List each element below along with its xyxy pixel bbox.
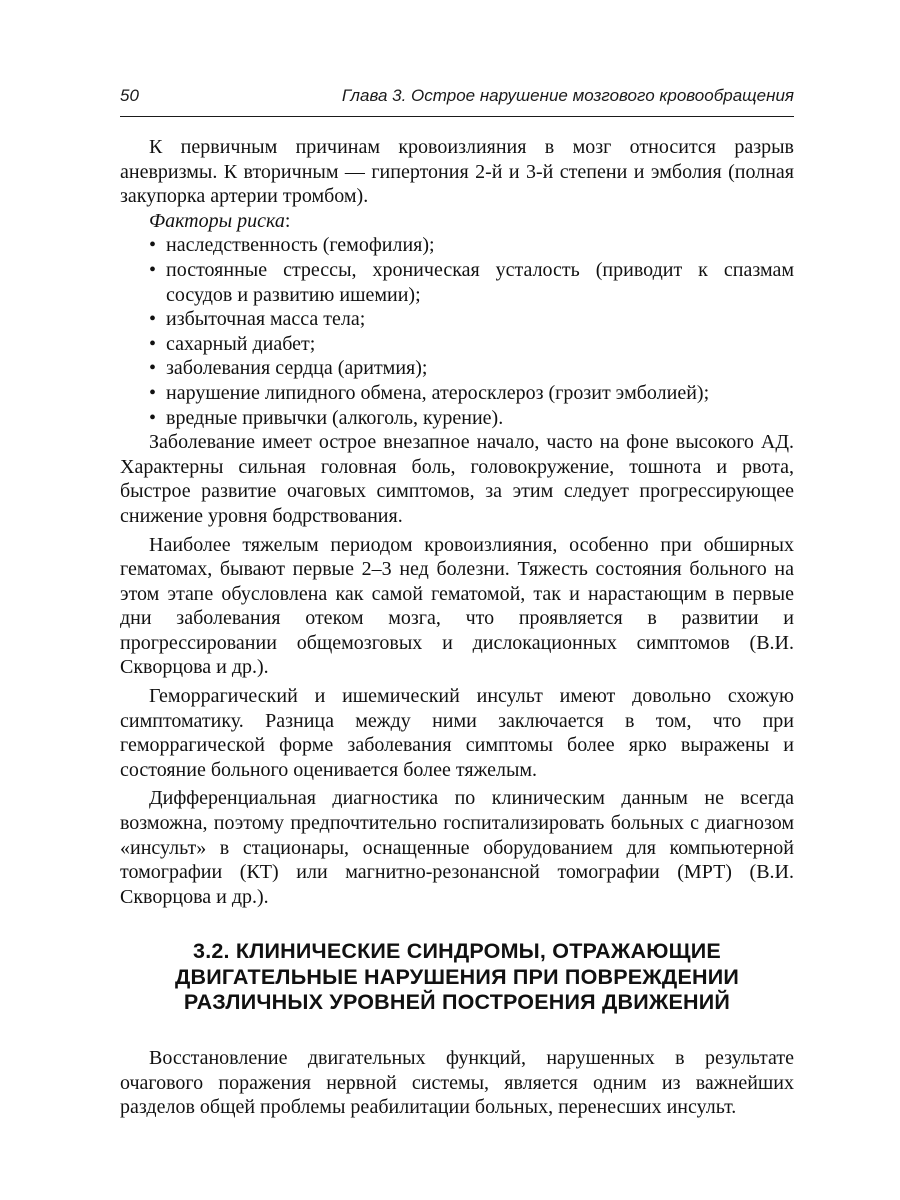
body-paragraph: Заболевание имеет острое внезапное начало, часто на фоне высокого АД. Характерны сильная головная боль, головокружение, тошнота и рвота, быстрое развитие очаговых симптомов, за этим следует прогрессирующее снижение уровня бодрствования. [120,431,794,527]
body-paragraph: Дифференциальная диагностика по клиническим данным не всегда возможна, поэтому предпочтительно госпитализировать больных с диагнозом «инсульт» в стационары, оснащенные оборудованием для компьютерной томографии (КТ) или магнитно-резонансной томографии (МРТ) (В.И. Скворцова и др.). [120,787,794,908]
risk-factors-heading [120,209,794,234]
risk-factor-item: • постоянные стрессы, хроническая усталость (приводит к спазмам сосудов и развитию ишемии); [166,258,794,307]
header-rule [120,116,794,117]
risk-factor-item: • избыточная масса тела; [166,307,794,332]
risk-factors-list [120,233,794,430]
section-title-line: РАЗЛИЧНЫХ УРОВНЕЙ ПОСТРОЕНИЯ ДВИЖЕНИЙ [183,990,731,1015]
section-title-line: ДВИГАТЕЛЬНЫЕ НАРУШЕНИЯ ПРИ ПОВРЕЖДЕНИИ [174,964,740,989]
body-paragraph: Наиболее тяжелым периодом кровоизлияния, особенно при обширных гематомах, бывают первые 2–3 нед болезни. Тяжесть состояния больного на этом этапе обусловлена как самой гематомой, так и нарастающим в первые дни заболевания отеком мозга, что проявляется в развитии и прогрессировании общемозговых и дислокационных симптомов (В.И. Скворцова и др.). [120,533,794,679]
risk-factor-item: • наследственность (гемофилия); [166,233,794,258]
section-title-line: 3.2. КЛИНИЧЕСКИЕ СИНДРОМЫ, ОТРАЖАЮЩИЕ [193,939,721,964]
risk-factor-item: • сахарный диабет; [166,332,794,357]
running-head [120,86,794,112]
intro-paragraph: К первичным причинам кровоизлияния в мозг относится разрыв аневризмы. К вторичным — гипертония 2-й и 3-й степени и эмболия (полная закупорка артерии тромбом). [120,136,794,208]
section-title [120,939,794,1016]
risk-factors-heading-text: Факторы риска [149,209,285,232]
page-number: 50 [120,86,139,105]
risk-factors-heading-colon: : [284,209,291,232]
risk-factor-item: • нарушение липидного обмена, атеросклероз (грозит эмболией); [166,381,794,406]
body-paragraph: Геморрагический и ишемический инсульт имеют довольно схожую симптоматику. Разница между ними заключается в том, что при геморрагической форме заболевания симптомы более ярко выражены и состояние больного оценивается более тяжелым. [120,685,794,781]
chapter-title: Глава 3. Острое нарушение мозгового кровообращения [341,86,794,105]
risk-factor-item: • вредные привычки (алкоголь, курение). [166,406,794,431]
risk-factor-item: • заболевания сердца (аритмия); [166,356,794,381]
section-first-paragraph: Восстановление двигательных функций, нарушенных в результате очагового поражения нервной системы, является одним из важнейших разделов общей проблемы реабилитации больных, перенесших инсульт. [120,1046,794,1119]
page-body [120,135,794,1120]
